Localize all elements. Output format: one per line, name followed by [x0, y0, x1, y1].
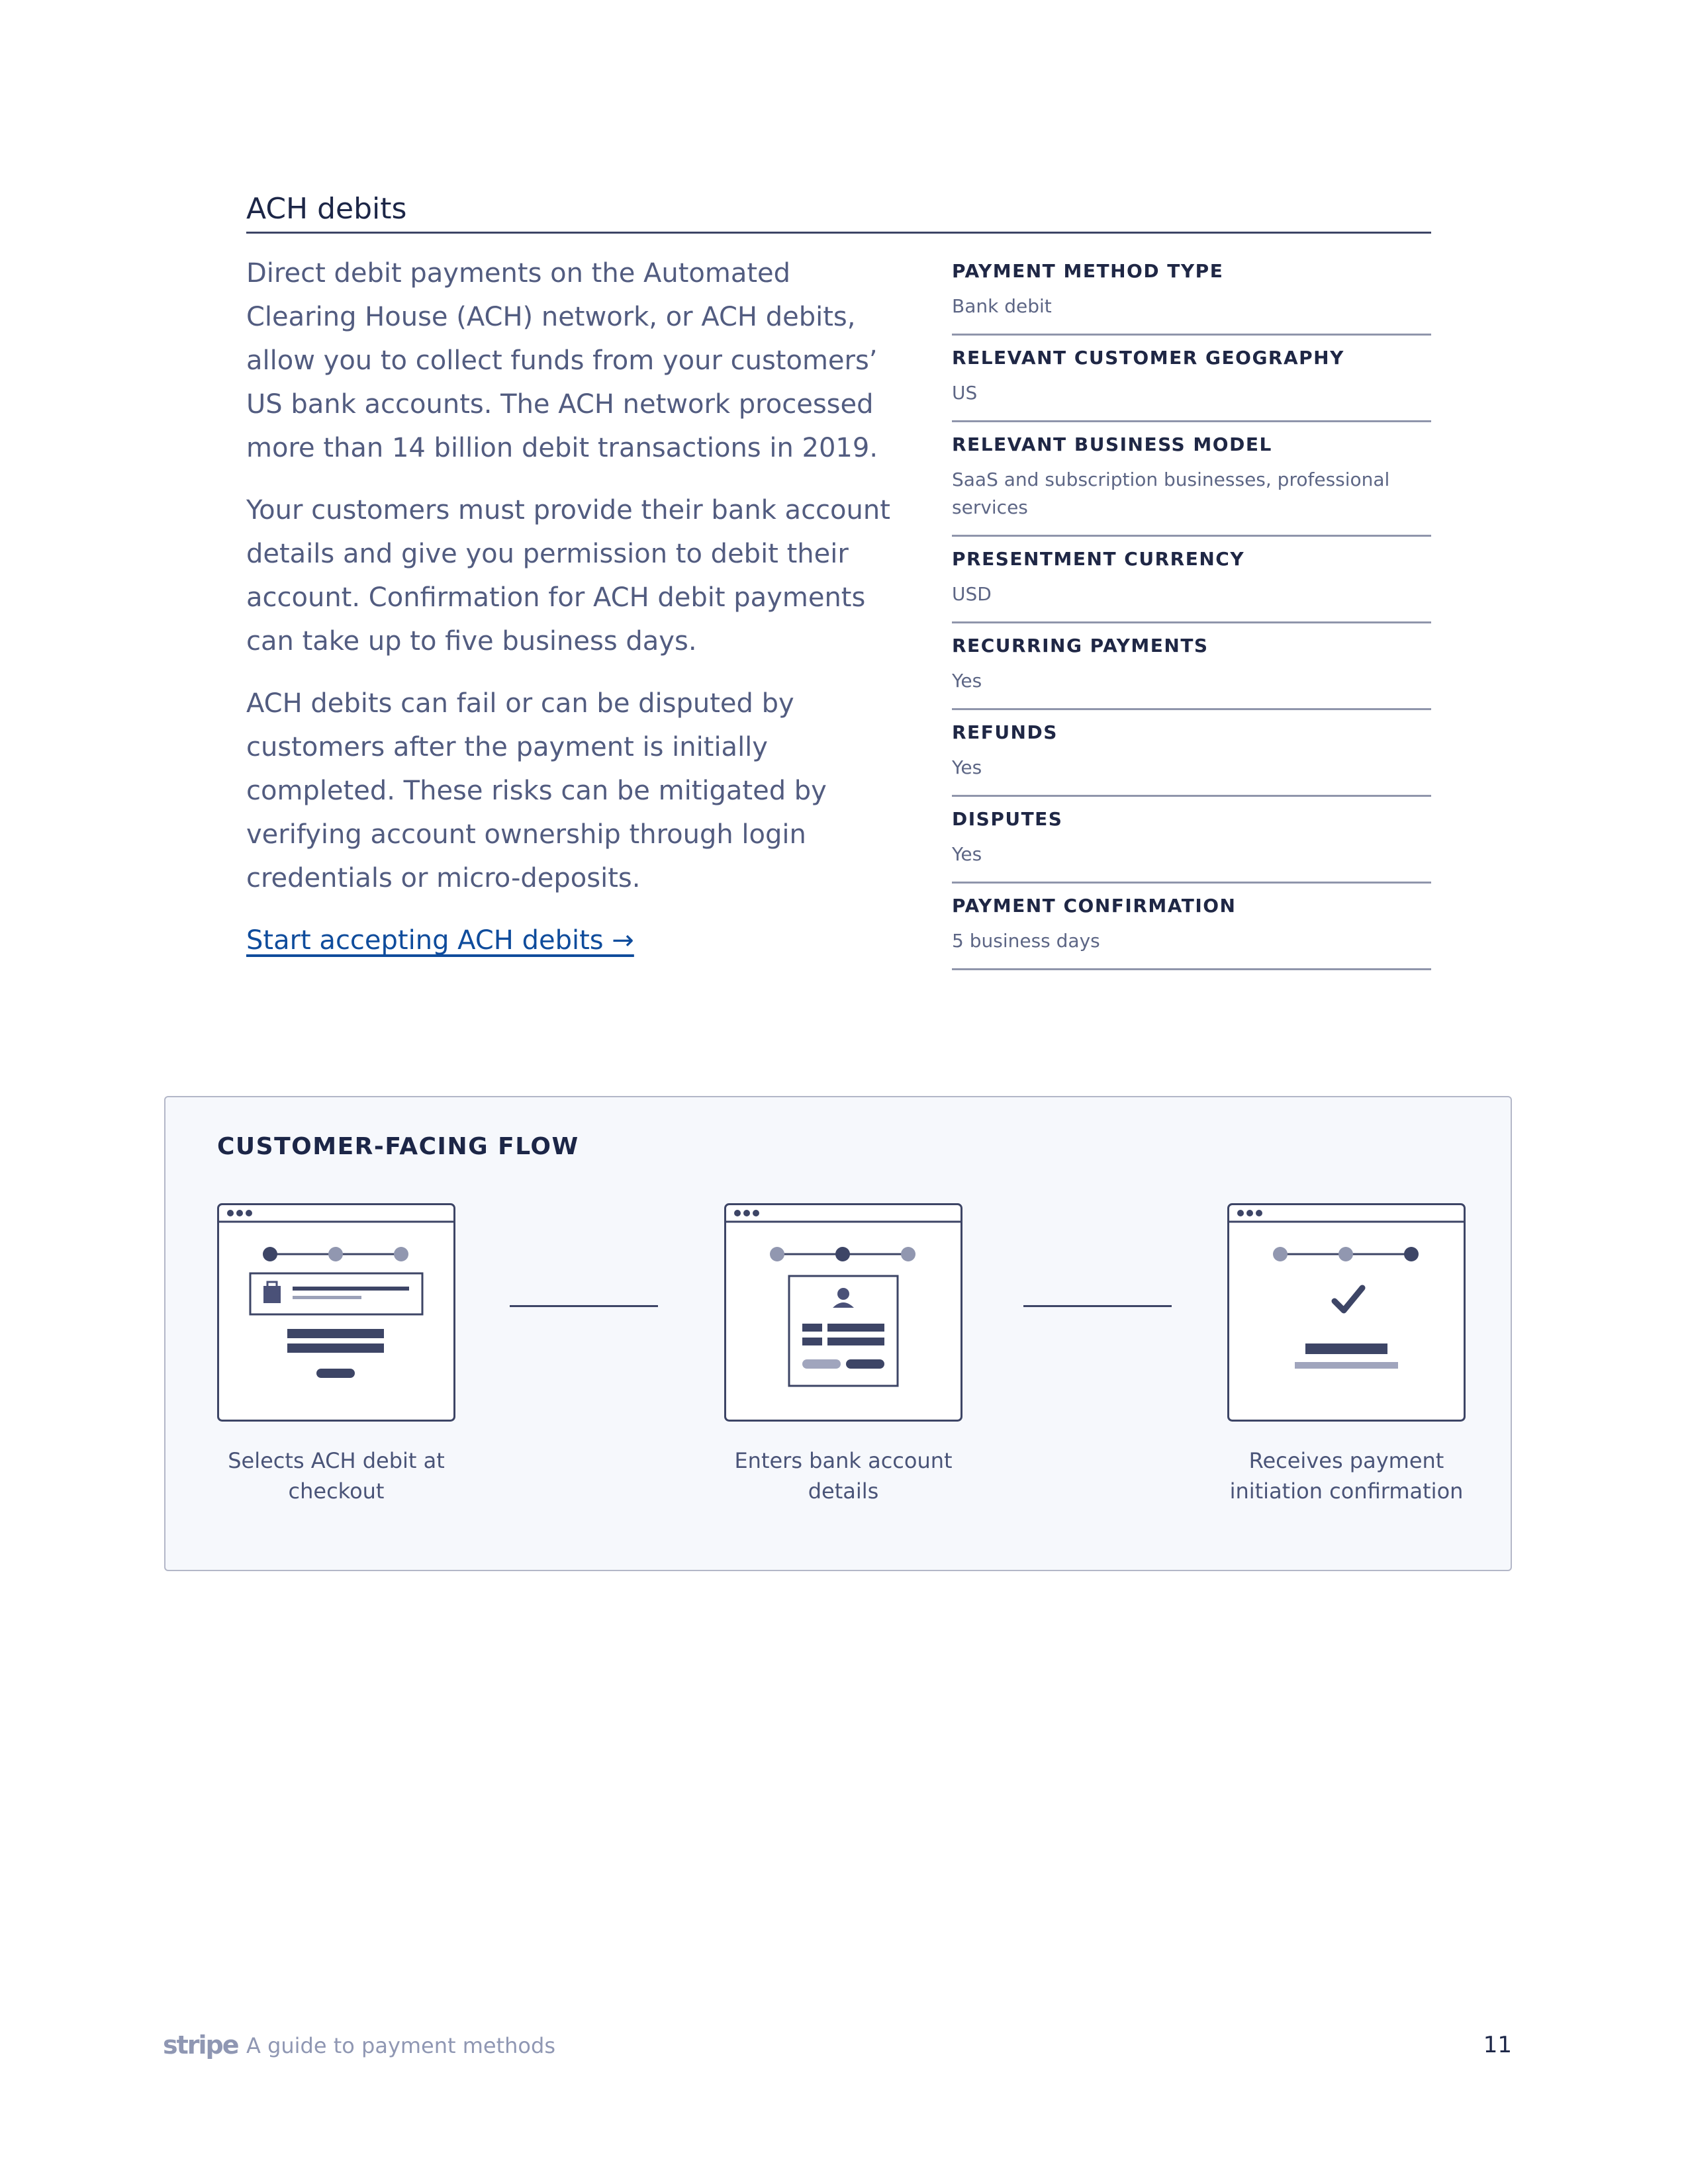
spec-row — [952, 249, 1431, 336]
bank-details-window-icon — [724, 1203, 962, 1422]
spec-value: SaaS and subscription businesses, professional services — [952, 469, 1390, 518]
spec-row — [952, 797, 1431, 884]
confirmation-window-icon — [1227, 1203, 1466, 1422]
paragraph-intro: Direct debit payments on the Automated Clearing House (ACH) network, or ACH debits, allow you to collect funds from your customers’ US bank accounts. The ACH network processed more than 14 billion debit transactions in 2019. — [246, 258, 878, 463]
spec-label: RELEVANT BUSINESS MODEL — [952, 433, 1272, 455]
footer-document-title: A guide to payment methods — [246, 2033, 555, 2058]
spec-value: Yes — [952, 670, 982, 692]
description-column — [246, 251, 895, 962]
flow-step-confirmation — [1227, 1203, 1466, 1506]
paragraph-requirements: Your customers must provide their bank account details and give you permission to debit their account. Confirmation for ACH debit payments can take up to five business days. — [246, 495, 890, 657]
flow-step-select — [217, 1203, 455, 1506]
flow-step-enter-details — [724, 1203, 962, 1506]
spec-row — [952, 710, 1431, 797]
flow-step-caption: Receives payment initiation confirmation — [1229, 1448, 1464, 1504]
spec-row — [952, 537, 1431, 623]
page-number: 11 — [1483, 2032, 1512, 2058]
spec-label: REFUNDS — [952, 721, 1058, 743]
spec-row — [952, 336, 1431, 422]
spec-row — [952, 623, 1431, 710]
flow-title: CUSTOMER-FACING FLOW — [217, 1133, 579, 1160]
flow-step-caption: Selects ACH debit at checkout — [228, 1448, 445, 1504]
spec-value: Yes — [952, 843, 982, 865]
spec-label: PAYMENT CONFIRMATION — [952, 895, 1237, 917]
flow-connector — [1023, 1305, 1172, 1307]
checkout-window-icon — [217, 1203, 455, 1422]
spec-table — [952, 249, 1431, 970]
spec-value: Yes — [952, 756, 982, 778]
spec-row — [952, 884, 1431, 970]
customer-flow-panel — [164, 1096, 1512, 1571]
title-divider — [246, 232, 1431, 234]
start-accepting-link[interactable]: Start accepting ACH debits → — [246, 925, 634, 956]
spec-value: US — [952, 382, 978, 404]
spec-label: PAYMENT METHOD TYPE — [952, 260, 1224, 282]
stripe-logo: stripe — [163, 2030, 238, 2060]
flow-connector — [510, 1305, 658, 1307]
flow-step-caption: Enters bank account details — [734, 1448, 953, 1504]
spec-label: RECURRING PAYMENTS — [952, 635, 1209, 657]
paragraph-risks: ACH debits can fail or can be disputed by customers after the payment is initially completed. These risks can be mitigated by verifying account ownership through login credentials or micro-deposits. — [246, 688, 827, 893]
spec-value: Bank debit — [952, 295, 1052, 317]
spec-value: USD — [952, 583, 992, 605]
page-title: ACH debits — [246, 192, 407, 226]
spec-label: RELEVANT CUSTOMER GEOGRAPHY — [952, 347, 1344, 369]
spec-value: 5 business days — [952, 930, 1100, 952]
spec-label: PRESENTMENT CURRENCY — [952, 548, 1245, 570]
spec-label: DISPUTES — [952, 808, 1063, 830]
spec-row — [952, 422, 1431, 537]
